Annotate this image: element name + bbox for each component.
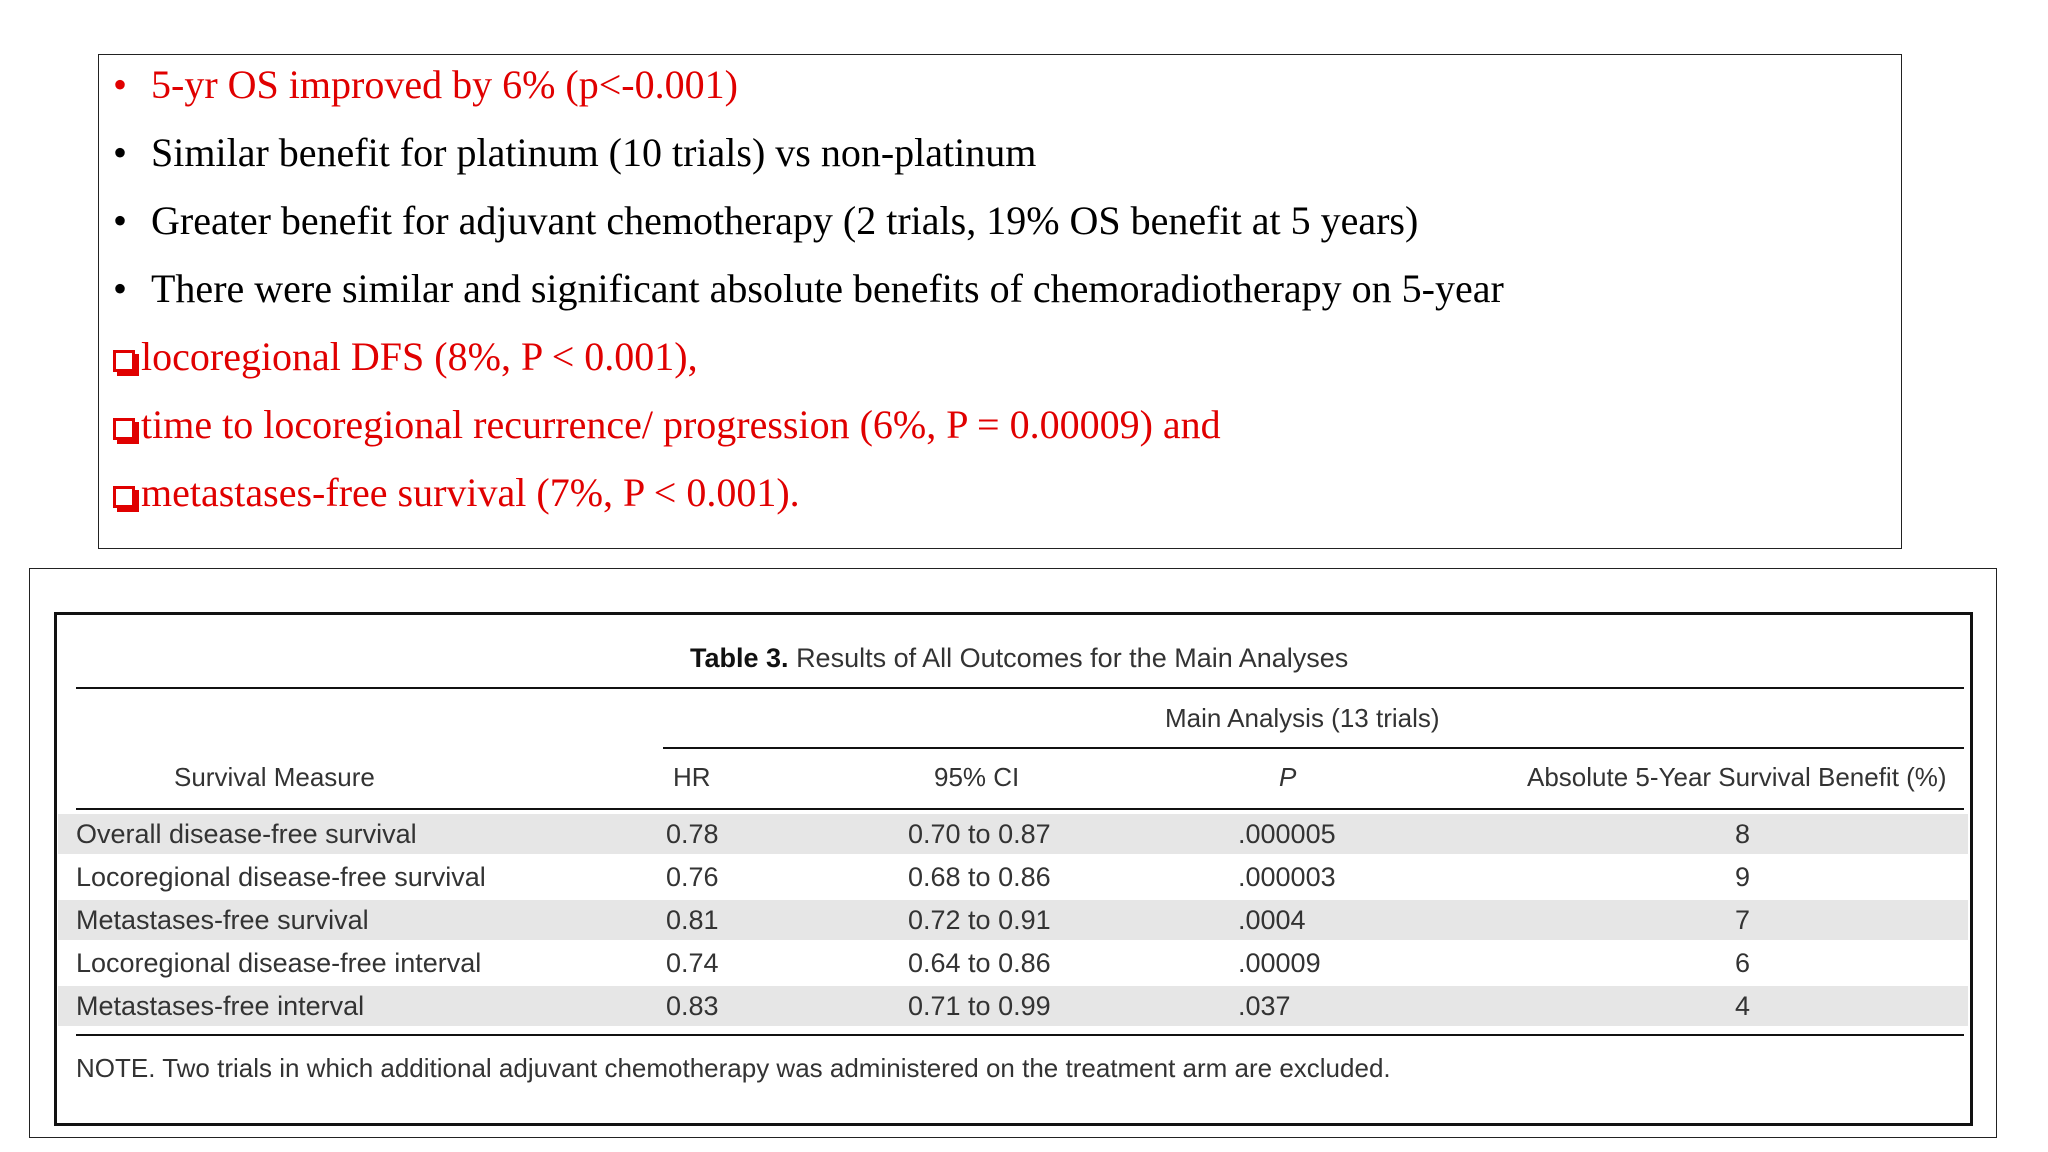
table-note: NOTE. Two trials in which additional adjuvant chemotherapy was administered on the treatment arm are excluded.: [76, 1053, 1391, 1083]
top-rule: [76, 687, 1964, 689]
group-header: Main Analysis (13 trials): [1165, 703, 1440, 733]
table-row: [58, 943, 1968, 983]
bullet-marker: •: [113, 62, 128, 107]
cell-p: .000003: [1238, 862, 1336, 892]
header-benefit: Absolute 5-Year Survival Benefit (%): [1527, 762, 1947, 792]
bullet-text: Similar benefit for platinum (10 trials) vs non-platinum: [151, 130, 1037, 175]
sub-item-text: metastases-free survival (7%, P < 0.001).: [141, 470, 800, 515]
cell-hr: 0.83: [666, 991, 719, 1021]
bullet-item: [113, 61, 738, 109]
cell-benefit: 6: [1735, 948, 1751, 978]
cell-hr: 0.76: [666, 862, 719, 892]
cell-hr: 0.78: [666, 819, 719, 849]
bullet-marker: •: [113, 198, 128, 243]
header-ci: 95% CI: [934, 762, 1020, 792]
table-title: [690, 641, 1348, 675]
group-rule: [663, 747, 1964, 749]
header-p: P: [1279, 762, 1297, 792]
cell-measure: Metastases-free interval: [76, 991, 365, 1021]
cell-ci: 0.70 to 0.87: [908, 819, 1051, 849]
header-survival-measure: Survival Measure: [174, 762, 375, 792]
table-row: [58, 814, 1968, 854]
cell-ci: 0.68 to 0.86: [908, 862, 1051, 892]
sub-item-text: locoregional DFS (8%, P < 0.001),: [141, 334, 698, 379]
bullet-item: [113, 197, 1418, 245]
cell-p: .000005: [1238, 819, 1336, 849]
bullet-text: Greater benefit for adjuvant chemotherapy (2 trials, 19% OS benefit at 5 years): [151, 198, 1419, 243]
cell-ci: 0.64 to 0.86: [908, 948, 1051, 978]
bullet-item: [113, 265, 1504, 313]
table-row: [58, 900, 1968, 940]
bullet-marker: •: [113, 266, 128, 311]
bullet-text: There were similar and significant absolute benefits of chemoradiotherapy on 5-year: [151, 266, 1504, 311]
cell-hr: 0.74: [666, 948, 719, 978]
cell-measure: Overall disease-free survival: [76, 819, 417, 849]
sub-item: [113, 469, 800, 517]
table-row: [58, 986, 1968, 1026]
table-row: [58, 857, 1968, 897]
bullet-marker: •: [113, 130, 128, 175]
header-rule: [76, 808, 1964, 810]
cell-ci: 0.71 to 0.99: [908, 991, 1051, 1021]
sub-item: [113, 401, 1221, 449]
summary-box: [98, 54, 1902, 549]
table-title-text: Results of All Outcomes for the Main Analyses: [796, 643, 1349, 673]
bullet-text: 5-yr OS improved by 6% (p<-0.001): [151, 62, 738, 107]
cell-benefit: 4: [1735, 991, 1751, 1021]
sub-item: [113, 333, 698, 381]
sub-item-text: time to locoregional recurrence/ progression (6%, P = 0.00009) and: [141, 402, 1221, 447]
checkbox-icon: [113, 486, 135, 508]
header-hr: HR: [673, 762, 711, 792]
cell-p: .037: [1238, 991, 1291, 1021]
cell-p: .00009: [1238, 948, 1321, 978]
cell-measure: Locoregional disease-free survival: [76, 862, 486, 892]
checkbox-icon: [113, 350, 135, 372]
cell-benefit: 9: [1735, 862, 1751, 892]
table-title-label: Table 3.: [690, 643, 789, 673]
cell-measure: Locoregional disease-free interval: [76, 948, 482, 978]
cell-p: .0004: [1238, 905, 1306, 935]
cell-hr: 0.81: [666, 905, 719, 935]
cell-benefit: 8: [1735, 819, 1751, 849]
checkbox-icon: [113, 418, 135, 440]
cell-measure: Metastases-free survival: [76, 905, 369, 935]
cell-benefit: 7: [1735, 905, 1751, 935]
cell-ci: 0.72 to 0.91: [908, 905, 1051, 935]
bottom-rule: [76, 1034, 1964, 1036]
bullet-item: [113, 129, 1036, 177]
